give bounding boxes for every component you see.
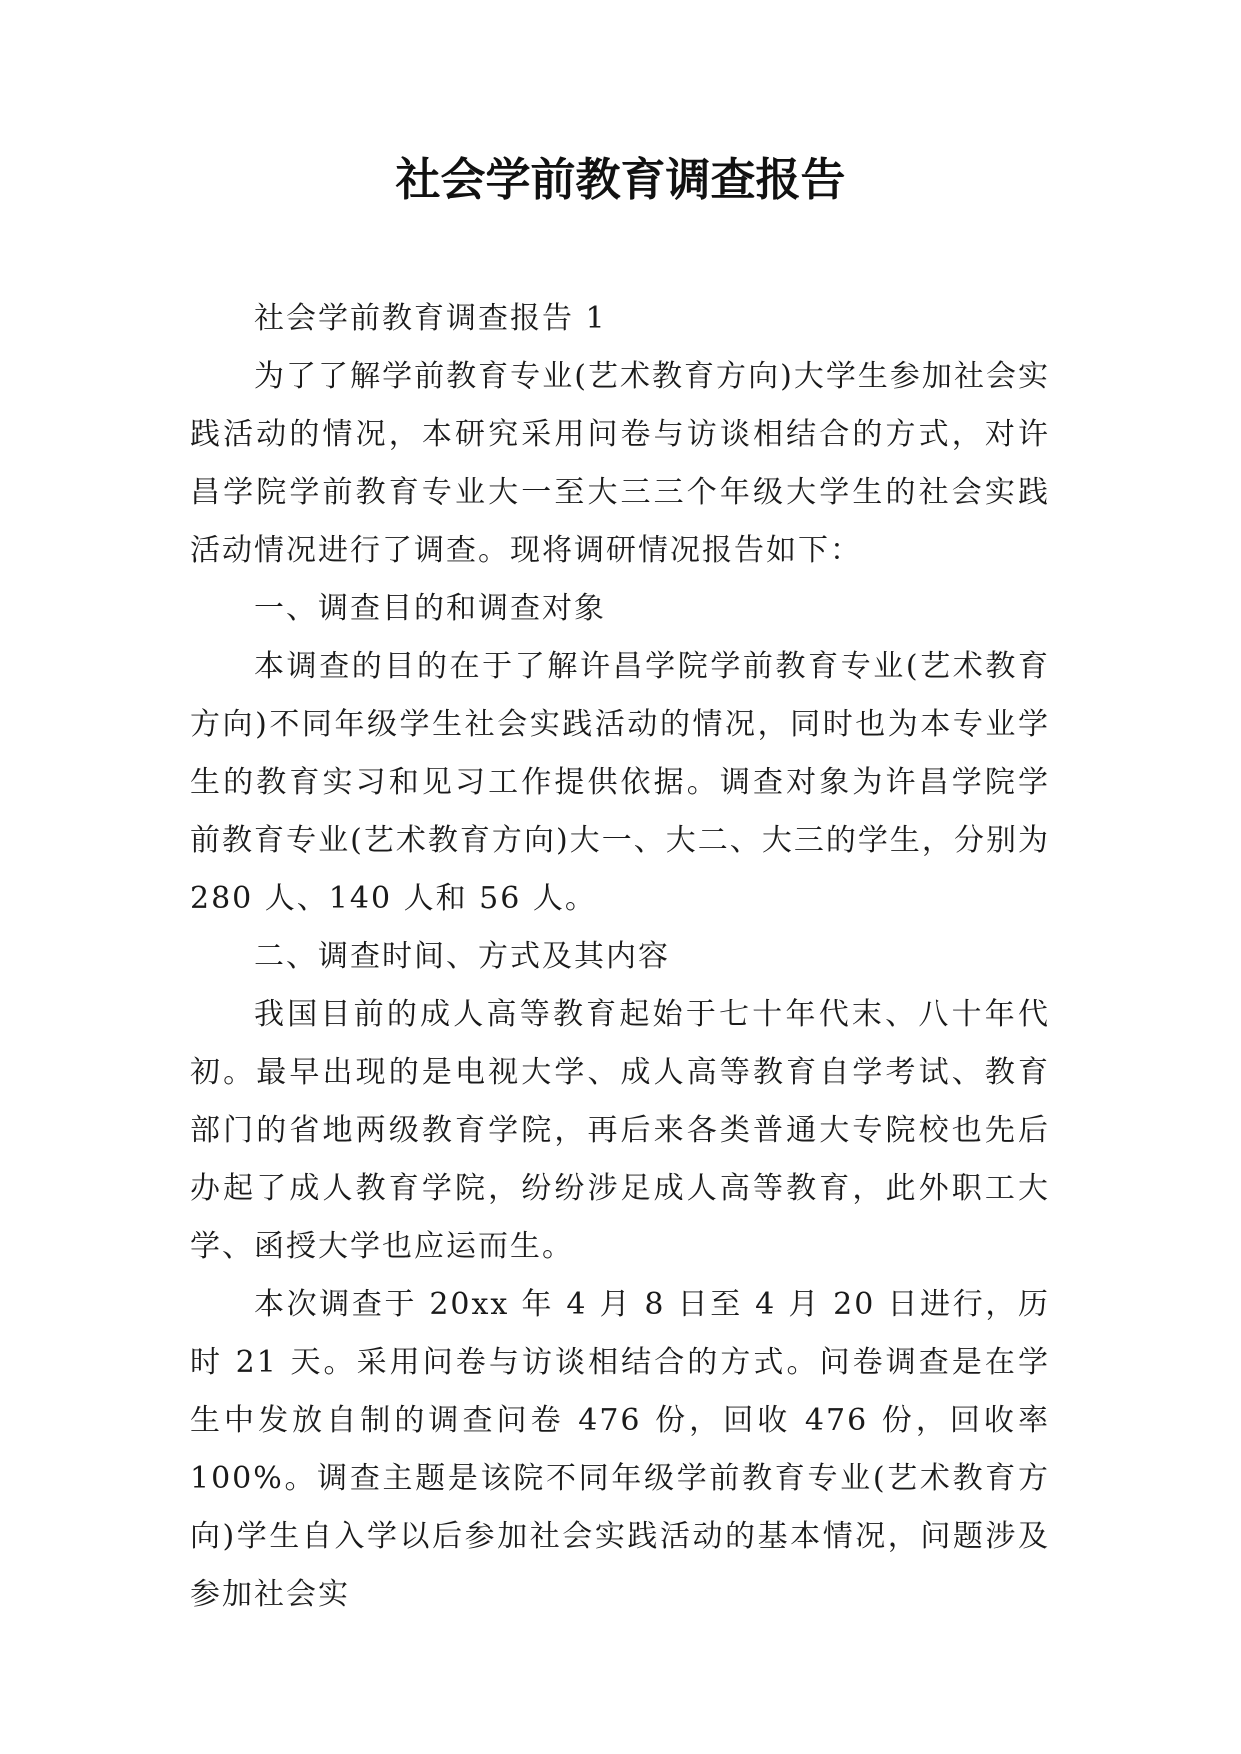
section-heading-2: 二、调查时间、方式及其内容 (254, 939, 670, 974)
document-title: 社会学前教育调查报告 (395, 153, 846, 206)
section-2-paragraph-1: 我国目前的成人高等教育起始于七十年代末、八十年代初。最早出现的是电视大学、成人高等教育自学考试、教育部门的省地两级教育学院，再后来各类普通大专院校也先后办起了成人教育学院，纷纷涉足成人高等教育，此外职工大学、函授大学也应运而生。 (190, 997, 1050, 1264)
section-heading-1: 一、调查目的和调查对象 (254, 591, 606, 626)
document-body (190, 290, 1050, 1624)
section-1-paragraph: 本调查的目的在于了解许昌学院学前教育专业(艺术教育方向)不同年级学生社会实践活动的情况，同时也为本专业学生的教育实习和见习工作提供依据。调查对象为许昌学院学前教育专业(艺术教育方向)大一、大二、大三的学生，分别为 280 人、140 人和 56 人。 (190, 649, 1050, 916)
intro-paragraph: 为了了解学前教育专业(艺术教育方向)大学生参加社会实践活动的情况，本研究采用问卷与访谈相结合的方式，对许昌学院学前教育专业大一至大三三个年级大学生的社会实践活动情况进行了调查。现将调研情况报告如下： (190, 359, 1050, 568)
section-2-paragraph-2: 本次调查于 20xx 年 4 月 8 日至 4 月 20 日进行，历时 21 天。采用问卷与访谈相结合的方式。问卷调查是在学生中发放自制的调查问卷 476 份，回收 476 份，回收率 100%。调查主题是该院不同年级学前教育专业(艺术教育方向)学生自入学以后参加社会实践活动的基本情况，问题涉及参加社会实 (190, 1287, 1050, 1612)
subtitle-paragraph: 社会学前教育调查报告 1 (254, 301, 607, 336)
